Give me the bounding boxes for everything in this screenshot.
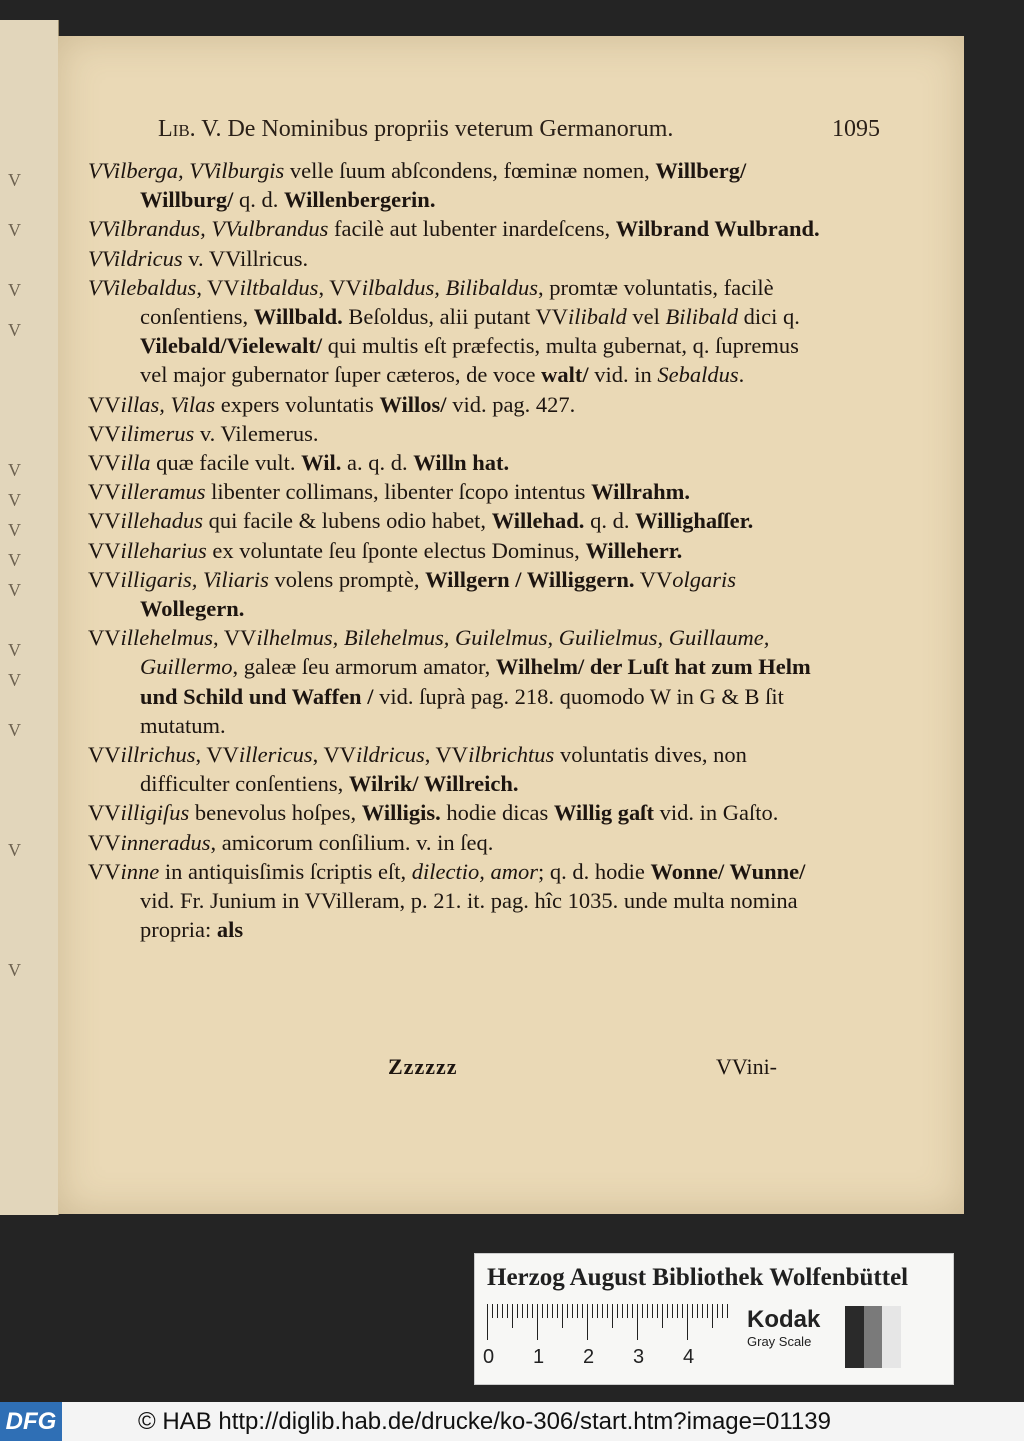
entry-text: VV: [88, 391, 121, 417]
dictionary-entry: [88, 857, 830, 945]
kodak-gray-scale: Gray Scale: [747, 1334, 812, 1349]
fraktur-text: als: [216, 917, 244, 943]
entry-text: , VV: [318, 274, 362, 300]
ruler-tick: [707, 1304, 708, 1318]
dictionary-entry: [88, 390, 830, 419]
gray-scale-patches: [845, 1306, 901, 1368]
entry-text: vel: [626, 304, 666, 330]
ruler-tick: [527, 1304, 528, 1318]
ruler-tick: [587, 1304, 588, 1340]
ruler-tick: [622, 1304, 623, 1318]
ruler-tick: [572, 1304, 573, 1318]
gray-patch: [882, 1306, 901, 1368]
ruler-tick: [612, 1304, 613, 1328]
fraktur-text: Willig gaſt: [553, 800, 655, 826]
entry-text: libenter collimans, libenter ſcopo intentus: [205, 479, 592, 505]
entry-text: a. q. d.: [341, 450, 414, 476]
entry-text: in antiquisſimis ſcriptis eſt,: [159, 858, 412, 884]
entry-text: VV: [88, 508, 121, 534]
entry-text: qui multis eſt præfectis, multa gubernat, q. ſupremus vel major gubernator ſuper cæteros, de voce: [140, 333, 799, 388]
italic-text: illehelmus: [120, 625, 213, 651]
entry-text: v. Vilemerus.: [194, 420, 319, 446]
dictionary-entry: [88, 798, 830, 827]
fraktur-text: Willberg/ Willburg/: [140, 158, 747, 213]
ruler-tick: [562, 1304, 563, 1328]
ruler-tick: [677, 1304, 678, 1318]
entry-text: VV: [88, 742, 121, 768]
italic-text: Bilibald: [665, 304, 738, 330]
entry-text: q. d.: [584, 508, 636, 534]
entry-text: Beſoldus, alii putant VV: [342, 304, 568, 330]
ruler-tick: [727, 1304, 728, 1318]
ruler-tick: [632, 1304, 633, 1318]
dictionary-entry: [88, 419, 830, 448]
fraktur-text: Willighaſſer.: [635, 508, 754, 534]
copyright-link[interactable]: © HAB http://diglib.hab.de/drucke/ko-306/start.htm?image=01139: [138, 1408, 831, 1435]
italic-text: ilbrichtus: [468, 742, 555, 768]
dictionary-entry: [88, 536, 830, 565]
margin-mark: V: [8, 670, 21, 690]
ruler-tick: [712, 1304, 713, 1328]
entry-text: VV: [88, 537, 121, 563]
dictionary-entries: [88, 156, 830, 944]
italic-text: ilbaldus, Bilibaldus: [361, 274, 539, 300]
margin-mark: V: [8, 460, 21, 480]
ruler-label: 2: [583, 1346, 595, 1368]
ruler-tick: [607, 1304, 608, 1318]
entry-text: vid. Fr. Junium in VVilleram, p. 21. it. pag. hîc 1035. unde multa nomina propria:: [140, 888, 798, 943]
ruler-tick: [617, 1304, 618, 1318]
fraktur-text: Willehad.: [491, 508, 585, 534]
margin-mark: V: [8, 960, 21, 980]
fraktur-text: Willos/: [379, 391, 447, 417]
entry-text: VV: [88, 829, 121, 855]
ruler-tick: [497, 1304, 498, 1318]
entry-text: q. d.: [233, 187, 284, 213]
entry-text: vid. ſuprà pag. 218. quomodo W in G & B ſit mutatum.: [140, 683, 784, 738]
entry-text: VV: [634, 566, 673, 592]
fraktur-text: Wonne/ Wunne/: [650, 858, 806, 884]
ruler-tick: [647, 1304, 648, 1318]
ruler-tick: [702, 1304, 703, 1318]
ruler-tick: [492, 1304, 493, 1318]
library-color-card: [474, 1253, 954, 1385]
italic-text: illehadus: [120, 508, 203, 534]
fraktur-text: Willbald.: [253, 304, 343, 330]
ruler-tick: [582, 1304, 583, 1318]
fraktur-text: Willn hat.: [413, 450, 510, 476]
entry-text: facilè aut lubenter inardeſcens,: [328, 216, 616, 242]
italic-text: olgaris: [672, 566, 736, 592]
entry-text: VV: [88, 858, 121, 884]
book-page: [58, 36, 964, 1214]
dictionary-entry: [88, 565, 830, 623]
ruler-tick: [642, 1304, 643, 1318]
italic-text: ilimerus: [120, 420, 195, 446]
ruler-tick: [522, 1304, 523, 1318]
ruler-tick: [532, 1304, 533, 1318]
ruler-tick: [552, 1304, 553, 1318]
italic-text: VVildricus: [88, 245, 183, 271]
ruler-tick: [597, 1304, 598, 1318]
margin-mark: V: [8, 550, 21, 570]
italic-text: ildricus: [355, 742, 425, 768]
ruler-tick: [717, 1304, 718, 1318]
entry-text: , VV: [212, 625, 257, 651]
ruler-label: 1: [533, 1346, 545, 1368]
page-number: 1095: [832, 116, 880, 142]
entry-text: volens promptè,: [268, 566, 426, 592]
entry-text: , VV: [196, 274, 240, 300]
italic-text: Sebaldus: [657, 362, 739, 388]
library-name: Herzog August Bibliothek Wolfenbüttel: [487, 1264, 909, 1291]
ruler-tick: [542, 1304, 543, 1318]
ruler-tick: [662, 1304, 663, 1328]
fraktur-text: Wilrik/ Willreich.: [348, 771, 519, 797]
italic-text: illigaris, Viliaris: [120, 566, 269, 592]
scale-ruler: [483, 1304, 747, 1372]
dfg-logo[interactable]: DFG: [0, 1402, 62, 1441]
entry-text: v. VVillricus.: [182, 245, 309, 271]
ruler-tick: [507, 1304, 508, 1318]
ruler-tick: [687, 1304, 688, 1340]
italic-text: illeramus: [120, 479, 206, 505]
italic-text: illrichus: [120, 742, 196, 768]
entry-text: , galeæ ſeu armorum amator,: [232, 654, 496, 680]
dictionary-entry: [88, 244, 830, 273]
header-title: De Nominibus propriis veterum Germanorum.: [227, 116, 674, 142]
margin-mark: V: [8, 280, 21, 300]
catchword: VVini-: [716, 1054, 778, 1079]
entry-text: , VV: [195, 742, 239, 768]
italic-text: illas, Vilas: [120, 391, 216, 417]
fraktur-text: Willeherr.: [585, 537, 683, 563]
entry-text: vid. in: [588, 362, 658, 388]
dictionary-entry: [88, 740, 830, 798]
fraktur-text: Willigis.: [361, 800, 441, 826]
entry-text: VV: [88, 625, 121, 651]
ruler-tick: [512, 1304, 513, 1328]
margin-mark: V: [8, 580, 21, 600]
entry-text: , promtæ voluntatis, facilè conſentiens,: [140, 274, 774, 330]
italic-text: VVilberga, VVilburgis: [88, 158, 285, 183]
entry-text: dici q.: [737, 304, 800, 330]
dictionary-entry: [88, 214, 830, 243]
header-lib: Lib. V.: [158, 116, 222, 142]
entry-text: VV: [88, 479, 121, 505]
margin-mark: V: [8, 170, 21, 190]
fraktur-text: Wilbrand Wulbrand.: [615, 216, 820, 242]
ruler-tick: [592, 1304, 593, 1318]
entry-text: expers voluntatis: [215, 391, 380, 417]
kodak-label: [747, 1306, 843, 1366]
running-header: [158, 116, 878, 143]
ruler-tick: [657, 1304, 658, 1318]
italic-text: VVilbrandus, VVulbrandus: [88, 216, 329, 242]
entry-text: hodie dicas: [440, 800, 554, 826]
ruler-tick: [722, 1304, 723, 1318]
dictionary-entry: [88, 506, 830, 535]
gray-patch: [864, 1306, 883, 1368]
entry-text: ex voluntate ſeu ſponte electus Dominus,: [206, 537, 586, 563]
italic-text: inne: [120, 858, 160, 884]
ruler-tick: [692, 1304, 693, 1318]
dictionary-entry: [88, 828, 830, 857]
ruler-tick: [667, 1304, 668, 1318]
margin-mark: V: [8, 220, 21, 240]
italic-text: illericus: [238, 742, 313, 768]
dictionary-entry: [88, 477, 830, 506]
italic-text: ilibald: [567, 304, 627, 330]
ruler-tick: [557, 1304, 558, 1318]
entry-text: benevolus hoſpes,: [189, 800, 362, 826]
entry-text: VV: [88, 800, 121, 826]
entry-text: VV: [88, 420, 121, 446]
fraktur-text: Willenbergerin.: [284, 187, 436, 213]
italic-text: inneradus: [120, 829, 211, 855]
margin-mark: V: [8, 320, 21, 340]
italic-text: illa: [120, 450, 151, 476]
entry-text: VV: [88, 450, 121, 476]
ruler-label: 4: [683, 1346, 695, 1368]
ruler-tick: [682, 1304, 683, 1318]
margin-mark: V: [8, 520, 21, 540]
ruler-tick: [517, 1304, 518, 1318]
ruler-tick: [637, 1304, 638, 1340]
signature-mark: Zzzzzz: [388, 1054, 458, 1079]
ruler-tick: [537, 1304, 538, 1340]
fraktur-text: Wollegern.: [140, 596, 245, 622]
fraktur-text: Wilhelm/ der Luſt hat zum Helm und Schild und Waffen /: [140, 654, 811, 709]
italic-text: iltbaldus: [239, 274, 319, 300]
ruler-tick: [502, 1304, 503, 1318]
ruler-label: 0: [483, 1346, 495, 1368]
ruler-label: 3: [633, 1346, 645, 1368]
ruler-tick: [567, 1304, 568, 1318]
ruler-tick: [672, 1304, 673, 1318]
margin-mark: V: [8, 490, 21, 510]
entry-text: voluntatis dives, non difficulter conſentiens,: [140, 742, 747, 797]
ruler-tick: [697, 1304, 698, 1318]
ruler-tick: [577, 1304, 578, 1318]
dictionary-entry: [88, 273, 830, 390]
italic-text: dilectio, amor: [411, 858, 538, 884]
entry-text: VV: [88, 566, 121, 592]
entry-text: , amicorum conſilium. v. in ſeq.: [210, 829, 494, 855]
bottom-bar: [0, 1402, 1024, 1441]
entry-text: vid. in Gaſto.: [654, 800, 779, 826]
margin-mark: V: [8, 640, 21, 660]
fraktur-text: Vilebald/Vielewalt/: [140, 333, 323, 359]
gray-patch: [845, 1306, 864, 1368]
fraktur-text: Wil.: [301, 450, 342, 476]
margin-mark: V: [8, 840, 21, 860]
entry-text: ; q. d. hodie: [537, 858, 651, 884]
ruler-tick: [627, 1304, 628, 1318]
kodak-brand: Kodak: [747, 1306, 821, 1333]
dictionary-entry: [88, 623, 830, 740]
italic-text: ilhelmus, Bilehelmus, Guilelmus, Guilielmus, Guillaume, Guillermo: [140, 625, 770, 680]
ruler-tick: [487, 1304, 488, 1340]
entry-text: , VV: [312, 742, 356, 768]
entry-text: , VV: [424, 742, 469, 768]
dictionary-entry: [88, 156, 830, 214]
fraktur-text: walt/: [541, 362, 589, 388]
ruler-tick: [602, 1304, 603, 1318]
italic-text: illeharius: [120, 537, 207, 563]
entry-text: velle ſuum abſcondens, fœminæ nomen,: [284, 158, 656, 183]
ruler-tick: [652, 1304, 653, 1318]
ruler-tick: [547, 1304, 548, 1318]
entry-text: vid. pag. 427.: [446, 391, 576, 417]
fraktur-text: Willrahm.: [591, 479, 691, 505]
italic-text: illigiſus: [120, 800, 190, 826]
entry-text: .: [738, 362, 745, 388]
italic-text: VVilebaldus: [88, 274, 197, 300]
fraktur-text: Willgern / Williggern.: [425, 566, 635, 592]
entry-text: quæ facile vult.: [150, 450, 302, 476]
dictionary-entry: [88, 448, 830, 477]
left-page-edge: [0, 20, 59, 1215]
margin-mark: V: [8, 720, 21, 740]
entry-text: qui facile & lubens odio habet,: [203, 508, 492, 534]
